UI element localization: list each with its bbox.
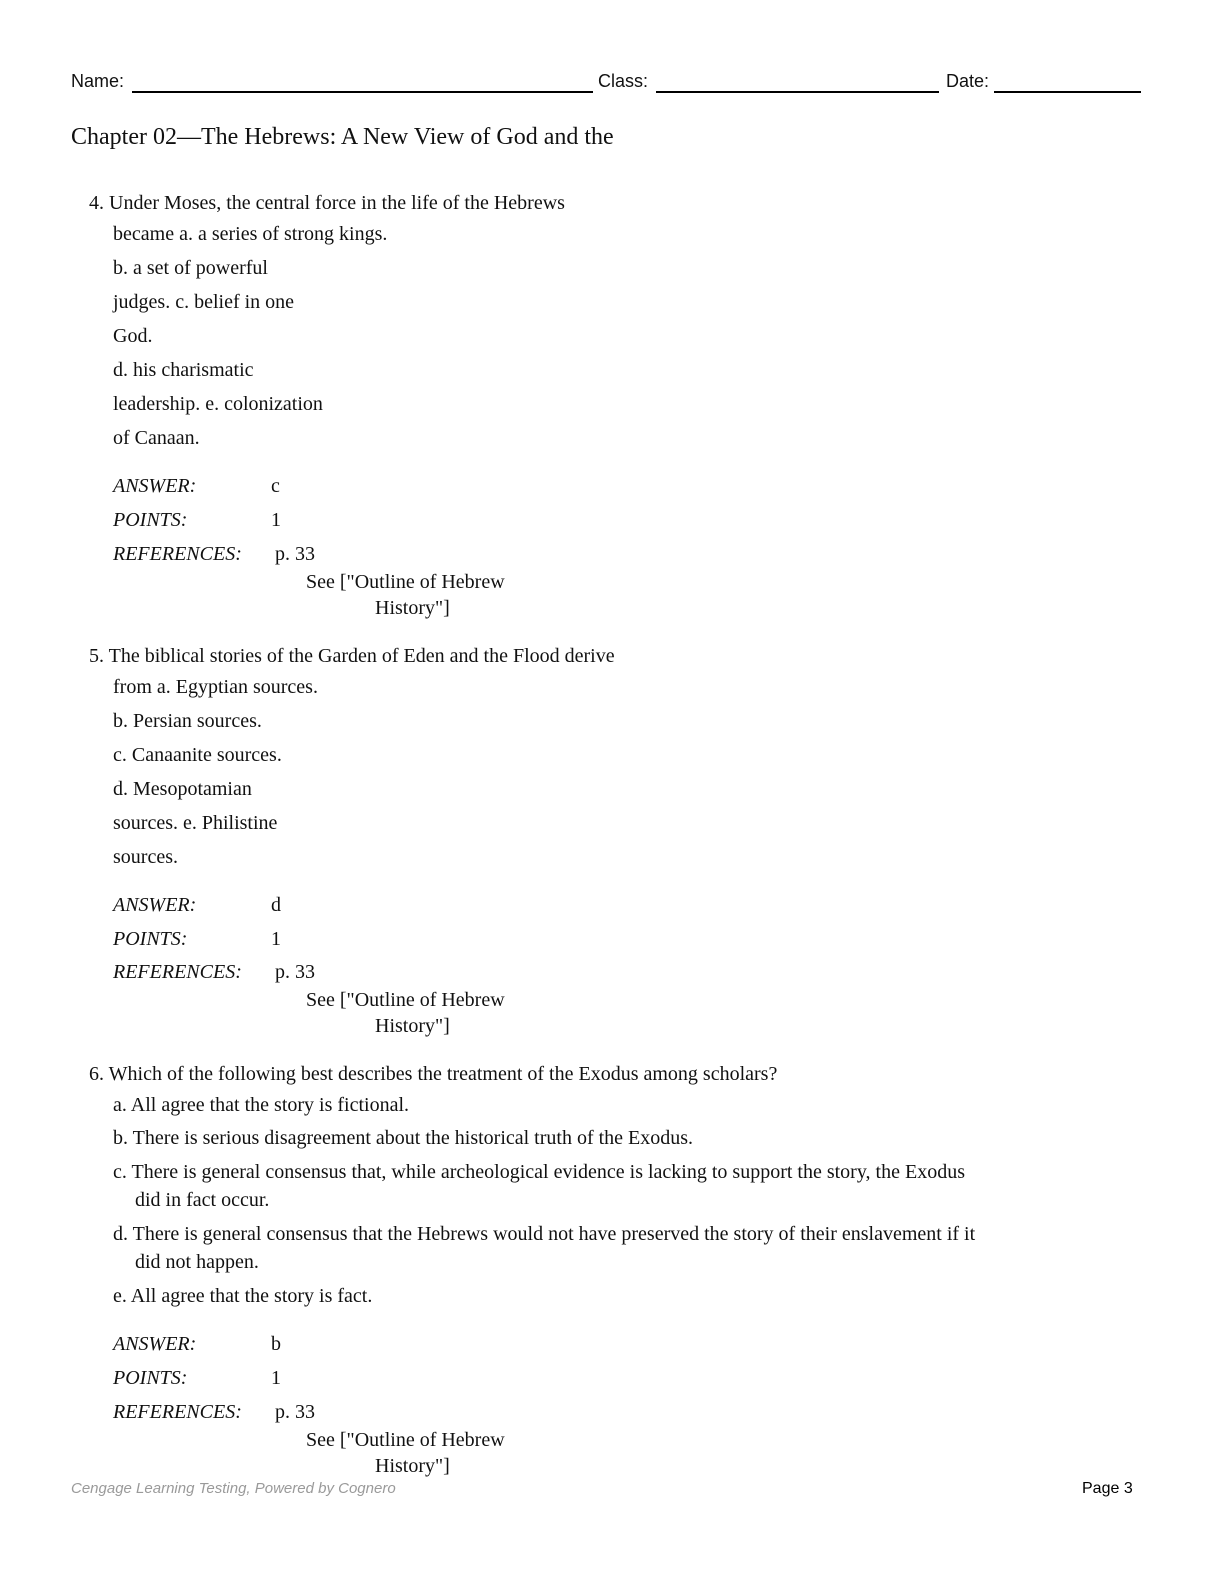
question-line: sources. e. Philistine [113, 812, 278, 834]
footer-credit: Cengage Learning Testing, Powered by Cognero [71, 1480, 396, 1497]
references-history: History"] [375, 1015, 450, 1037]
references-page: p. 33 [275, 961, 315, 983]
question-line: d. Mesopotamian [113, 778, 252, 800]
question-line: c. There is general consensus that, while archeological evidence is lacking to support the story, the Exodus [113, 1161, 965, 1183]
references-label: REFERENCES: [113, 1401, 242, 1423]
question-line: e. All agree that the story is fact. [113, 1285, 373, 1307]
points-value: 1 [271, 1367, 281, 1389]
answer-value: b [271, 1333, 281, 1355]
question-line: b. There is serious disagreement about the historical truth of the Exodus. [113, 1127, 694, 1149]
chapter-title: Chapter 02—The Hebrews: A New View of God and the [71, 124, 614, 150]
references-label: REFERENCES: [113, 543, 242, 565]
references-see: See ["Outline of Hebrew [306, 989, 505, 1011]
question-line: judges. c. belief in one [113, 291, 295, 313]
points-value: 1 [271, 928, 281, 950]
question-line: 4. Under Moses, the central force in the life of the Hebrews [89, 192, 565, 214]
name-field[interactable] [132, 91, 593, 93]
question-line: God. [113, 325, 153, 347]
points-label: POINTS: [113, 509, 188, 531]
references-label: REFERENCES: [113, 961, 242, 983]
class-label: Class: [598, 71, 649, 91]
answer-label: ANSWER: [113, 1333, 197, 1355]
answer-value: c [271, 475, 280, 497]
question-line: did not happen. [135, 1251, 259, 1273]
date-label: Date: [946, 71, 990, 91]
references-see: See ["Outline of Hebrew [306, 1429, 505, 1451]
answer-value: d [271, 894, 281, 916]
references-page: p. 33 [275, 543, 315, 565]
question-line: c. Canaanite sources. [113, 744, 282, 766]
references-history: History"] [375, 597, 450, 619]
answer-label: ANSWER: [113, 475, 197, 497]
question-line: became a. a series of strong kings. [113, 223, 388, 245]
question-line: did in fact occur. [135, 1189, 270, 1211]
question-line: of Canaan. [113, 427, 200, 449]
points-label: POINTS: [113, 1367, 188, 1389]
points-value: 1 [271, 509, 281, 531]
question-line: 6. Which of the following best describes the treatment of the Exodus among scholars? [89, 1063, 778, 1085]
points-label: POINTS: [113, 928, 188, 950]
question-line: d. There is general consensus that the Hebrews would not have preserved the story of their enslavement if it [113, 1223, 976, 1245]
class-field[interactable] [656, 91, 939, 93]
question-line: sources. [113, 846, 178, 868]
references-history: History"] [375, 1455, 450, 1477]
question-line: from a. Egyptian sources. [113, 676, 318, 698]
answer-label: ANSWER: [113, 894, 197, 916]
date-field[interactable] [994, 91, 1141, 93]
name-label: Name: [71, 71, 125, 91]
question-line: leadership. e. colonization [113, 393, 323, 415]
references-page: p. 33 [275, 1401, 315, 1423]
question-line: b. Persian sources. [113, 710, 262, 732]
page-number: Page 3 [1082, 1480, 1133, 1497]
question-line: 5. The biblical stories of the Garden of Eden and the Flood derive [89, 645, 615, 667]
question-line: d. his charismatic [113, 359, 254, 381]
question-line: b. a set of powerful [113, 257, 268, 279]
question-line: a. All agree that the story is fictional. [113, 1094, 410, 1116]
references-see: See ["Outline of Hebrew [306, 571, 505, 593]
